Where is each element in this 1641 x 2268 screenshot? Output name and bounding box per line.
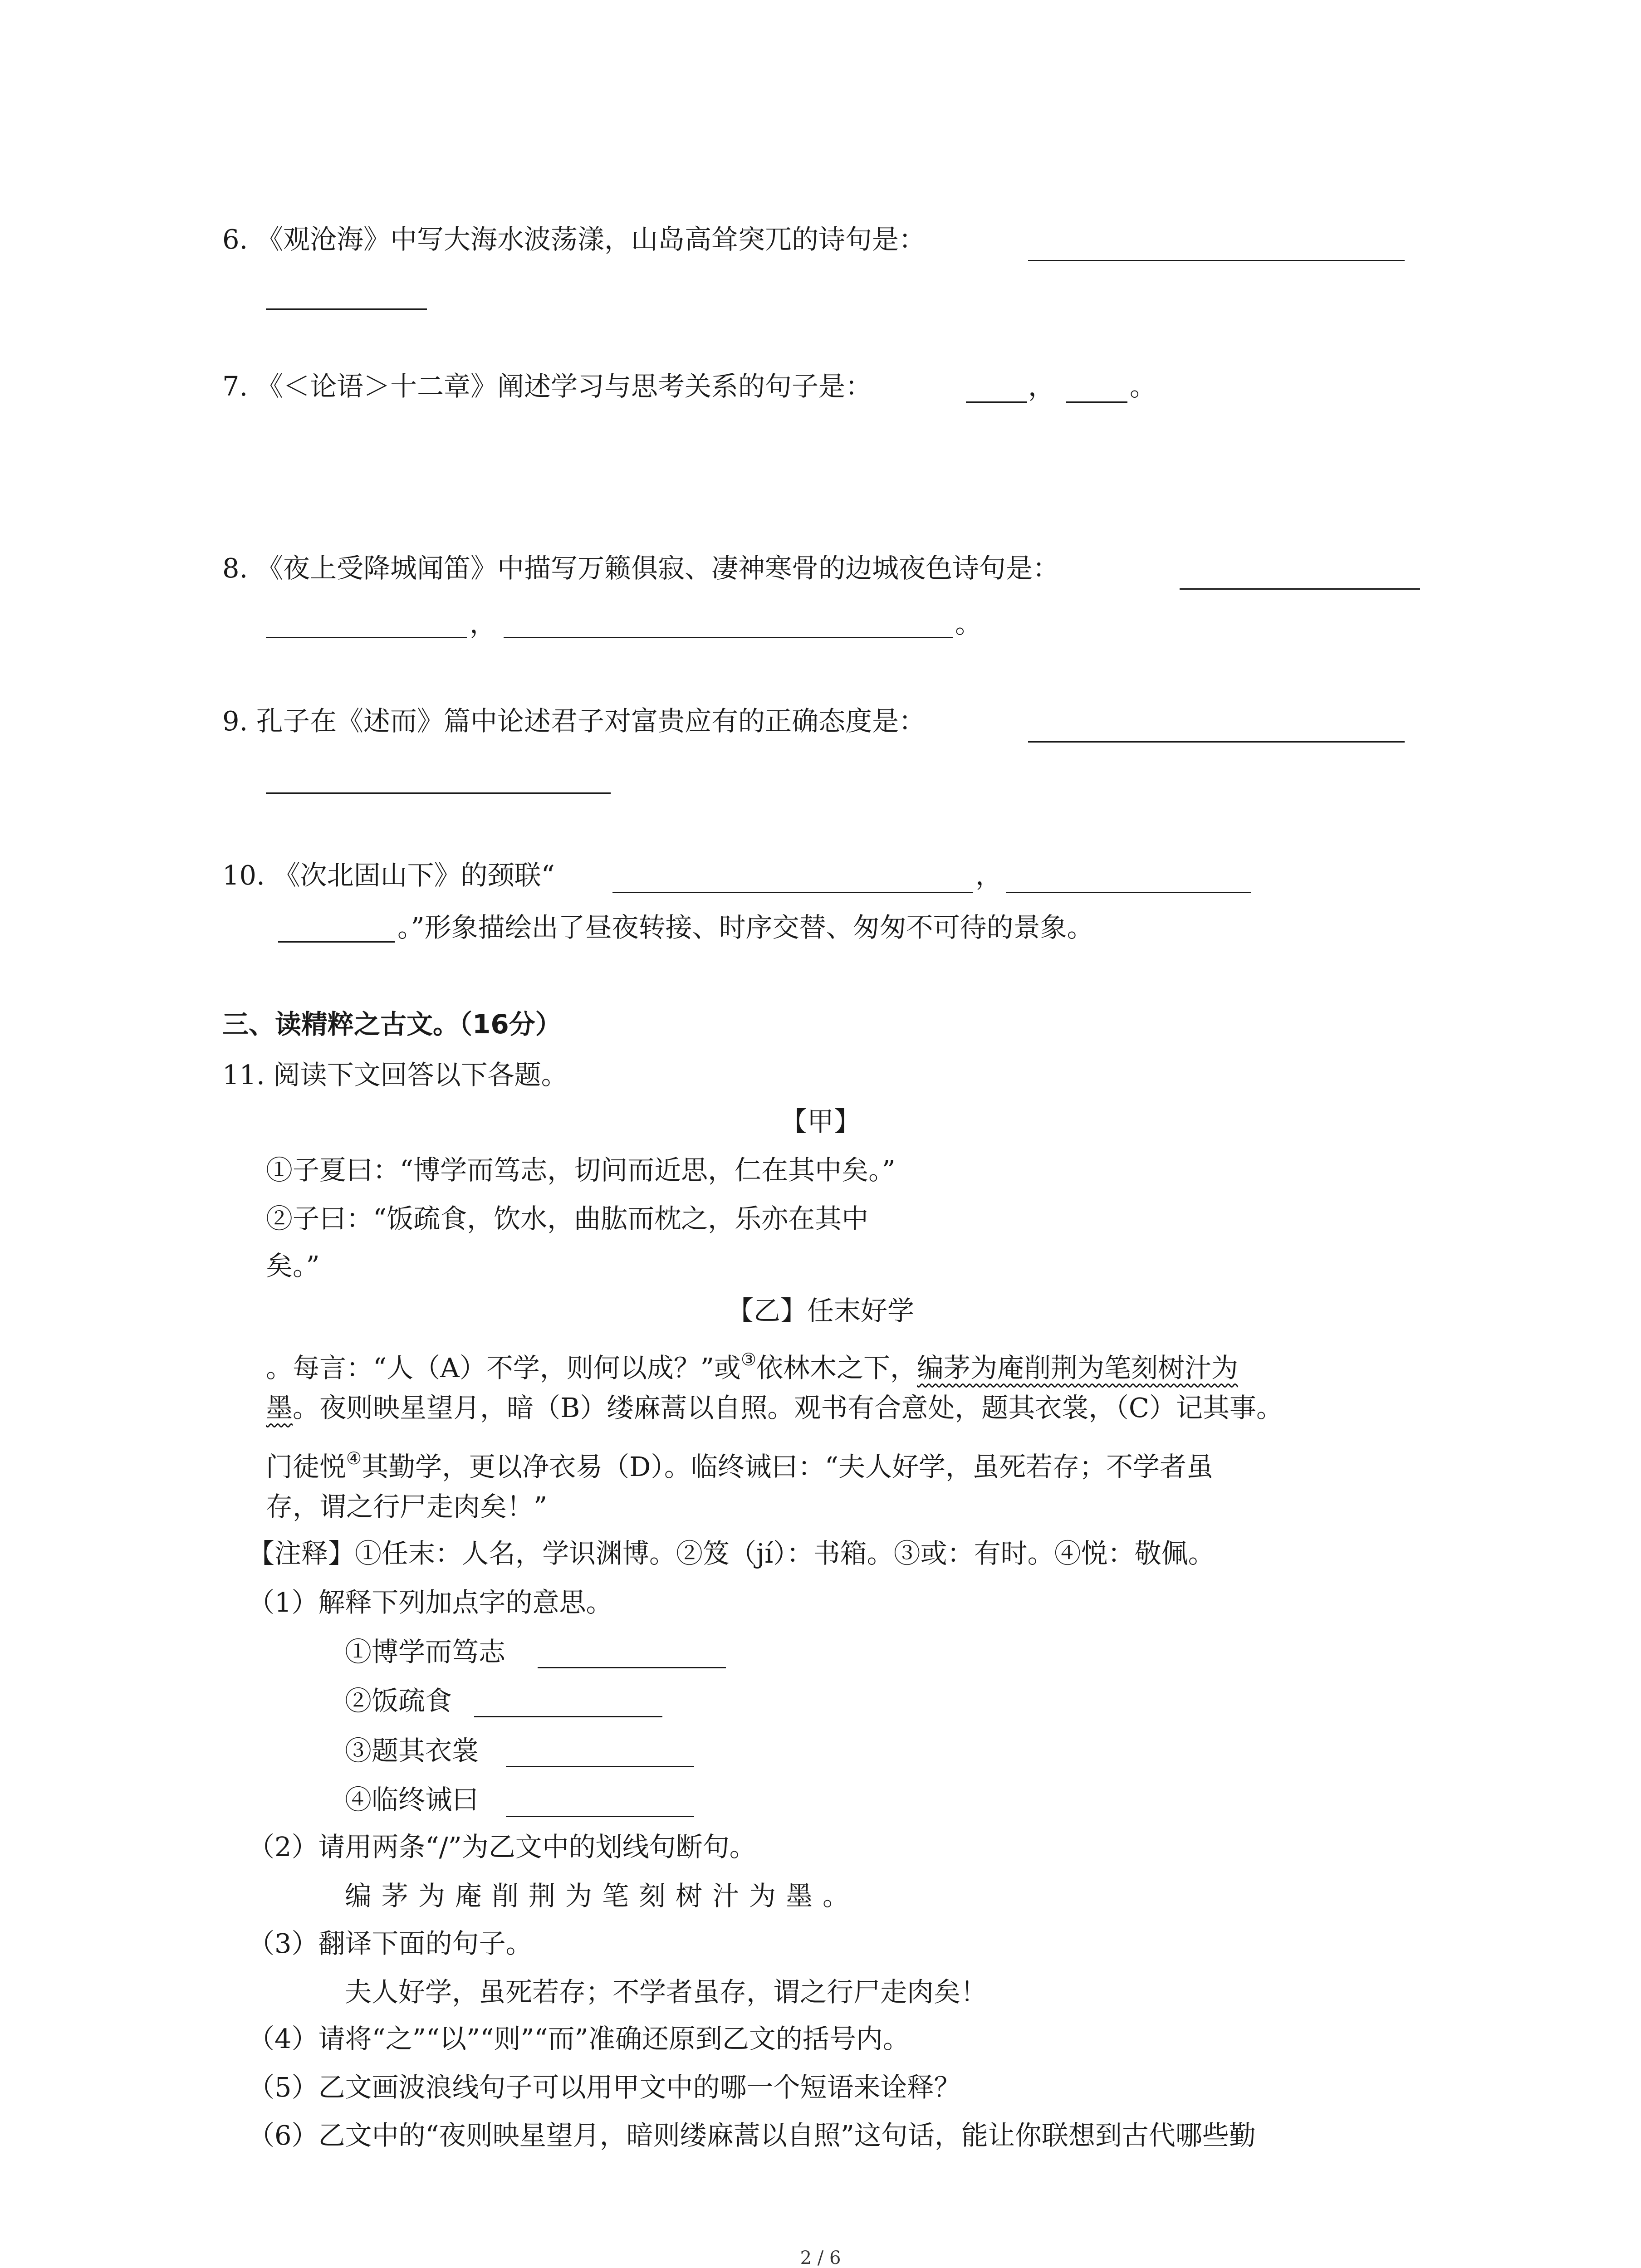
answer-blank-9a[interactable] <box>1028 741 1405 743</box>
passage-yi-line-4: 存，谓之行尸走肉矣！” <box>266 1491 548 1522</box>
note-marker-4: ④ <box>346 1448 362 1468</box>
answer-blank-8b[interactable] <box>266 637 467 638</box>
subquestion-3: （3）翻译下面的句子。 <box>248 1928 533 1959</box>
question-9: 9. 孔子在《述而》篇中论述君子对富贵应有的正确态度是： <box>222 705 926 737</box>
passage-jia-line-2: ②子曰：“饭疏食，饮水，曲肱而枕之，乐亦在其中 <box>266 1203 869 1234</box>
question-8: 8. 《夜上受降城闻笛》中描写万籁俱寂、凄神寒骨的边城夜色诗句是： <box>222 552 1060 584</box>
question-7: 7. 《＜论语＞十二章》阐述学习与思考关系的句子是： <box>222 371 872 402</box>
subquestion-2: （2）请用两条“/”为乙文中的划线句断句。 <box>248 1831 756 1862</box>
answer-blank-10c[interactable] <box>278 941 395 943</box>
annotation-notes: 【注释】①任末：人名，学识渊博。②笈（jí）：书箱。③或：有时。④悦：敬佩。 <box>248 1538 1215 1569</box>
answer-blank-9b[interactable] <box>266 792 611 794</box>
passage-yi-line-1 <box>266 1341 1238 1386</box>
section-3-title: 三、读精粹之古文。（16分） <box>222 1009 562 1040</box>
passage-yi-line-1-mid: 依林木之下， <box>756 1352 917 1383</box>
sub1-item-4: ④临终诫曰 <box>345 1784 479 1815</box>
answer-blank-8c[interactable] <box>504 637 953 638</box>
passage-yi-line-2 <box>266 1390 1283 1426</box>
passage-yi-title: 【乙】任末好学 <box>726 1295 914 1326</box>
sub3-sentence: 夫人好学，虽死若存；不学者虽存，谓之行尸走肉矣！ <box>345 1976 988 2008</box>
passage-yi-line-3-start: 门徒悦 <box>266 1451 347 1482</box>
subquestion-6: （6）乙文中的“夜则映星望月，暗则缕麻蒿以自照”这句话，能让你联想到古代哪些勤 <box>248 2120 1256 2151</box>
answer-blank-6b[interactable] <box>266 308 427 310</box>
passage-yi-line-1-start: 。每言：“人（A）不学，则何以成？”或 <box>266 1352 741 1383</box>
sub1-answer-blank-3[interactable] <box>506 1766 694 1767</box>
q7-comma: ， <box>1028 371 1055 402</box>
sub1-item-2: ②饭疏食 <box>345 1685 452 1716</box>
sub1-answer-blank-1[interactable] <box>538 1667 726 1668</box>
answer-blank-10b[interactable] <box>1006 892 1251 893</box>
passage-jia-line-1: ①子夏曰：“博学而笃志，切问而近思，仁在其中矣。” <box>266 1154 896 1186</box>
page-number: 2 / 6 <box>800 2248 841 2268</box>
question-11-intro: 11. 阅读下文回答以下各题。 <box>222 1059 568 1090</box>
passage-yi-line-2-rest: 。夜则映星望月，暗（B）缕麻蒿以自照。观书有合意处，题其衣裳，（C）记其事。 <box>293 1392 1283 1423</box>
sub1-item-1: ①博学而笃志 <box>345 1636 506 1667</box>
note-marker-3: ③ <box>740 1349 757 1369</box>
sub1-item-3: ③题其衣裳 <box>345 1735 479 1766</box>
answer-blank-7b[interactable] <box>1066 401 1127 403</box>
q10-text-after: 。”形象描绘出了昼夜转接、时序交替、匆匆不可待的景象。 <box>397 912 1094 943</box>
subquestion-5: （5）乙文画波浪线句子可以用甲文中的哪一个短语来诠释？ <box>248 2072 961 2103</box>
passage-jia-title: 【甲】 <box>780 1106 861 1137</box>
question-6: 6. 《观沧海》中写大海水波荡漾，山岛高耸突兀的诗句是： <box>222 224 926 255</box>
sub2-sentence: 编茅为庵削荆为笔刻树汁为墨。 <box>345 1880 860 1911</box>
q8-end: 。 <box>955 608 982 639</box>
wavy-underlined-phrase: 编茅为庵削荆为笔刻树汁为 <box>917 1352 1239 1383</box>
question-10: 10. 《次北固山下》的颈联“ <box>222 860 555 891</box>
answer-blank-7a[interactable] <box>966 401 1027 403</box>
answer-blank-10a[interactable] <box>612 892 973 893</box>
subquestion-4: （4）请将“之”“以”“则”“而”准确还原到乙文的括号内。 <box>248 2023 910 2054</box>
passage-yi-line-3 <box>266 1440 1213 1485</box>
q10-comma: ， <box>975 860 1003 891</box>
wavy-underlined-phrase-end: 墨 <box>266 1392 293 1423</box>
answer-blank-8a[interactable] <box>1180 588 1420 590</box>
passage-yi-line-3-rest: 其勤学，更以净衣易（D）。临终诫曰：“夫人好学，虽死若存；不学者虽 <box>362 1451 1214 1482</box>
subquestion-1: （1）解释下列加点字的意思。 <box>248 1587 613 1618</box>
passage-jia-line-3: 矣。” <box>266 1250 320 1281</box>
sub1-answer-blank-4[interactable] <box>506 1816 694 1817</box>
answer-blank-6a[interactable] <box>1028 260 1405 261</box>
sub1-answer-blank-2[interactable] <box>474 1716 662 1717</box>
q8-comma: ， <box>470 608 497 639</box>
q7-end: 。 <box>1130 371 1157 402</box>
